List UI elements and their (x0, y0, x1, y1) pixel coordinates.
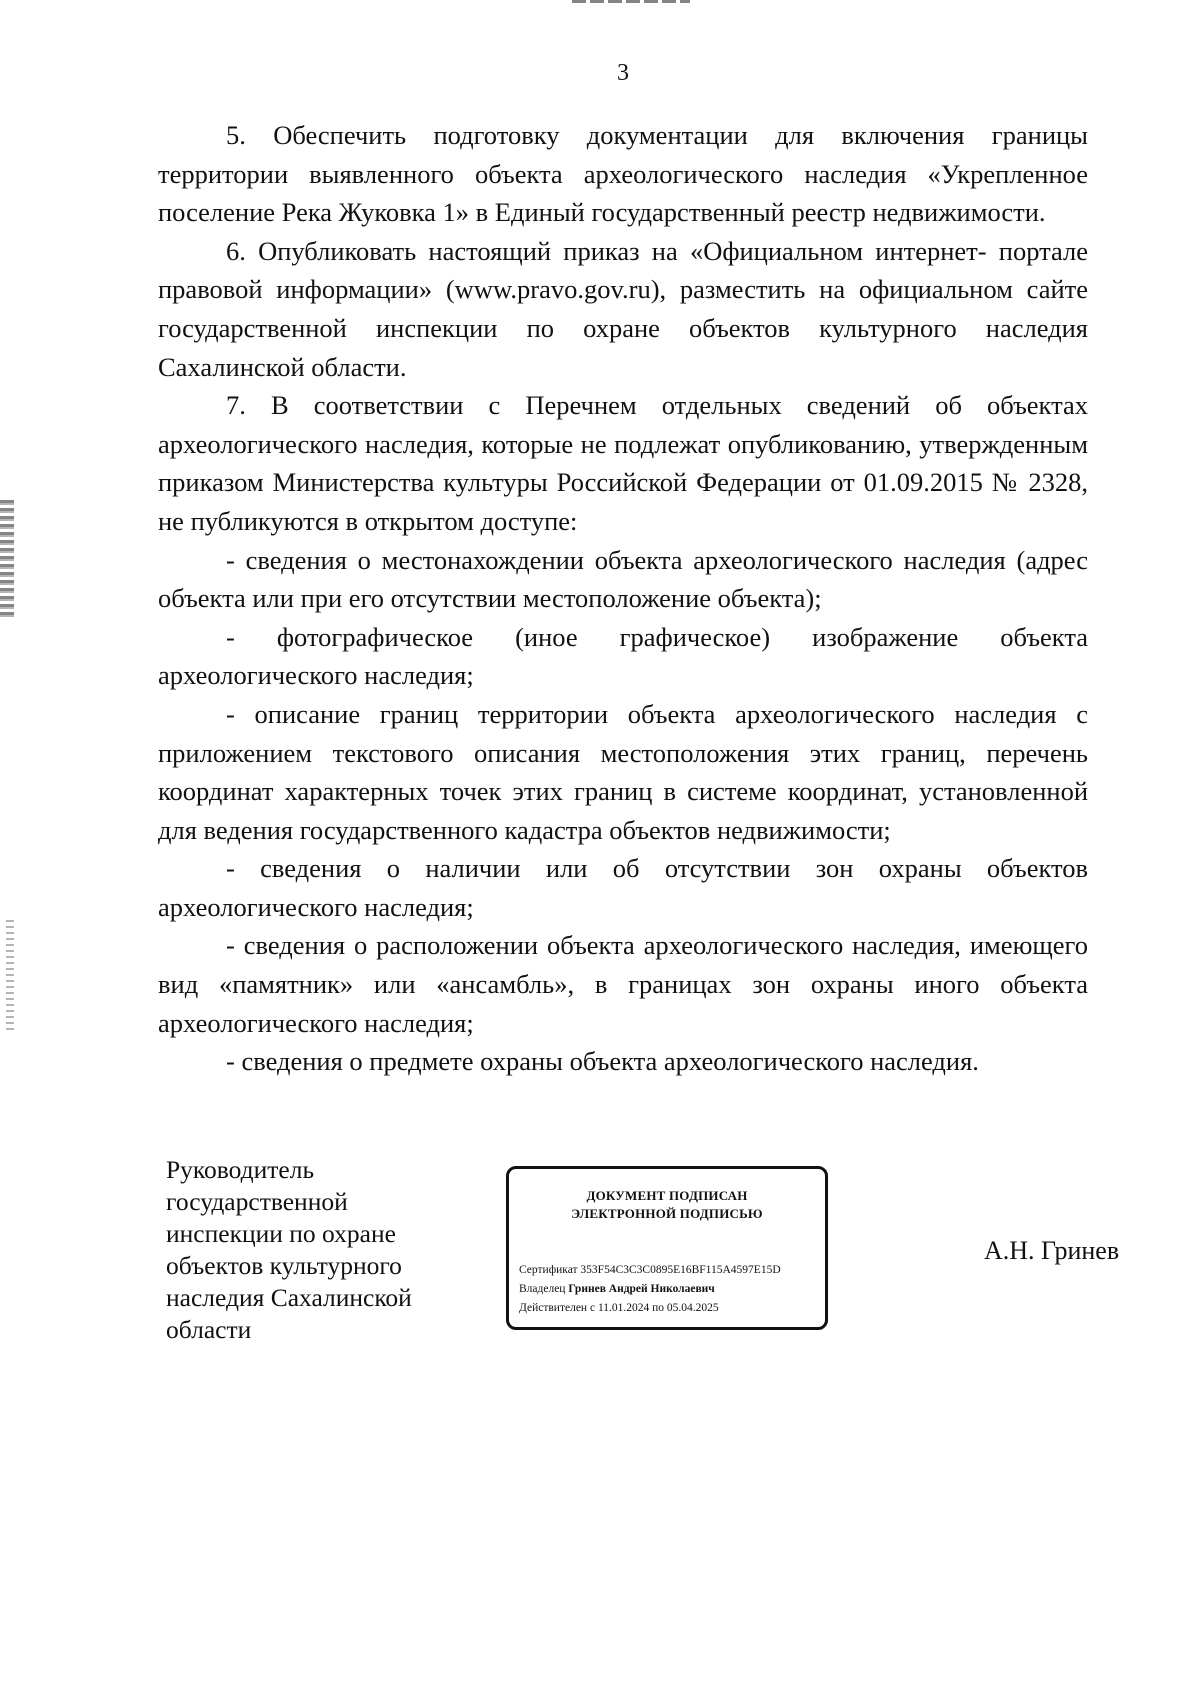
stamp-owner (519, 1280, 781, 1299)
list-item-boundaries: - описание границ территории объекта археологического наследия с приложением текстового описания местоположения этих границ, перечень координат характерных точек этих границ в системе координат, установленной для ведения государственного кадастра объектов недвижимости; (158, 698, 1088, 845)
page-number: 3 (617, 60, 629, 86)
stamp-header-line: ЭЛЕКТРОННОЙ ПОДПИСЬЮ (571, 1206, 763, 1221)
position-line: наследия Сахалинской (166, 1283, 412, 1312)
scan-artifact-left-edge-lower (6, 920, 14, 1030)
position-line: области (166, 1315, 252, 1344)
owner-label: Владелец (519, 1283, 566, 1295)
signer-position (166, 1154, 466, 1346)
paragraph-6: 6. Опубликовать настоящий приказ на «Официальном интернет- портале правовой информации» (www.pravo.gov.ru), разместить на официальном сайте государственной инспекции по охране объектов культурного наследия Сахалинской области. (158, 235, 1088, 382)
list-item-photo: - фотографическое (иное графическое) изображение объекта археологического наследия; (158, 621, 1088, 691)
signature-block (166, 1154, 1166, 1354)
certificate-value: 353F54C3C3C0895E16BF115A4597E15D (580, 1264, 781, 1276)
position-line: государственной (166, 1187, 348, 1216)
stamp-header-line: ДОКУМЕНТ ПОДПИСАН (586, 1188, 748, 1203)
stamp-validity: Действителен с 11.01.2024 по 05.04.2025 (519, 1302, 719, 1314)
paragraph-7: 7. В соответствии с Перечнем отдельных сведений об объектах археологического наследия, которые не подлежат опубликованию, утвержденным приказом Министерства культуры Российской Федерации от 01.09.2015 № 2328, не публикуются в открытом доступе: (158, 390, 1088, 536)
position-line: инспекции по охране (166, 1219, 396, 1248)
stamp-details (519, 1261, 781, 1318)
paragraph-5: 5. Обеспечить подготовку документации для включения границы территории выявленного объекта археологического наследия «Укрепленное поселение Река Жуковка 1» в Единый государственный реестр недвижимости. (158, 120, 1088, 228)
list-item-location: - сведения о местонахождении объекта археологического наследия (адрес объекта или при его отсутствии местоположение объекта); (158, 544, 1088, 614)
position-line: объектов культурного (166, 1251, 402, 1280)
document-body (158, 116, 1088, 1081)
certificate-label: Сертификат (519, 1264, 578, 1276)
position-line: Руководитель (166, 1155, 315, 1184)
signer-name: А.Н. Гринев (984, 1236, 1120, 1265)
stamp-header (509, 1187, 825, 1223)
electronic-signature-stamp (506, 1166, 828, 1330)
list-item-protection-zones: - сведения о наличии или об отсутствии зон охраны объектов археологического наследия; (158, 853, 1088, 922)
owner-value: Гринев Андрей Николаевич (568, 1283, 715, 1295)
scan-artifact-left-edge (0, 500, 14, 620)
scan-artifact-top (572, 0, 690, 3)
stamp-certificate (519, 1261, 781, 1280)
list-item-monument-location: - сведения о расположении объекта археологического наследия, имеющего вид «памятник» или «ансамбль», в границах зон охраны иного объекта археологического наследия; (158, 930, 1088, 1038)
list-item-protection-subject: - сведения о предмете охраны объекта археологического наследия. (226, 1046, 979, 1077)
